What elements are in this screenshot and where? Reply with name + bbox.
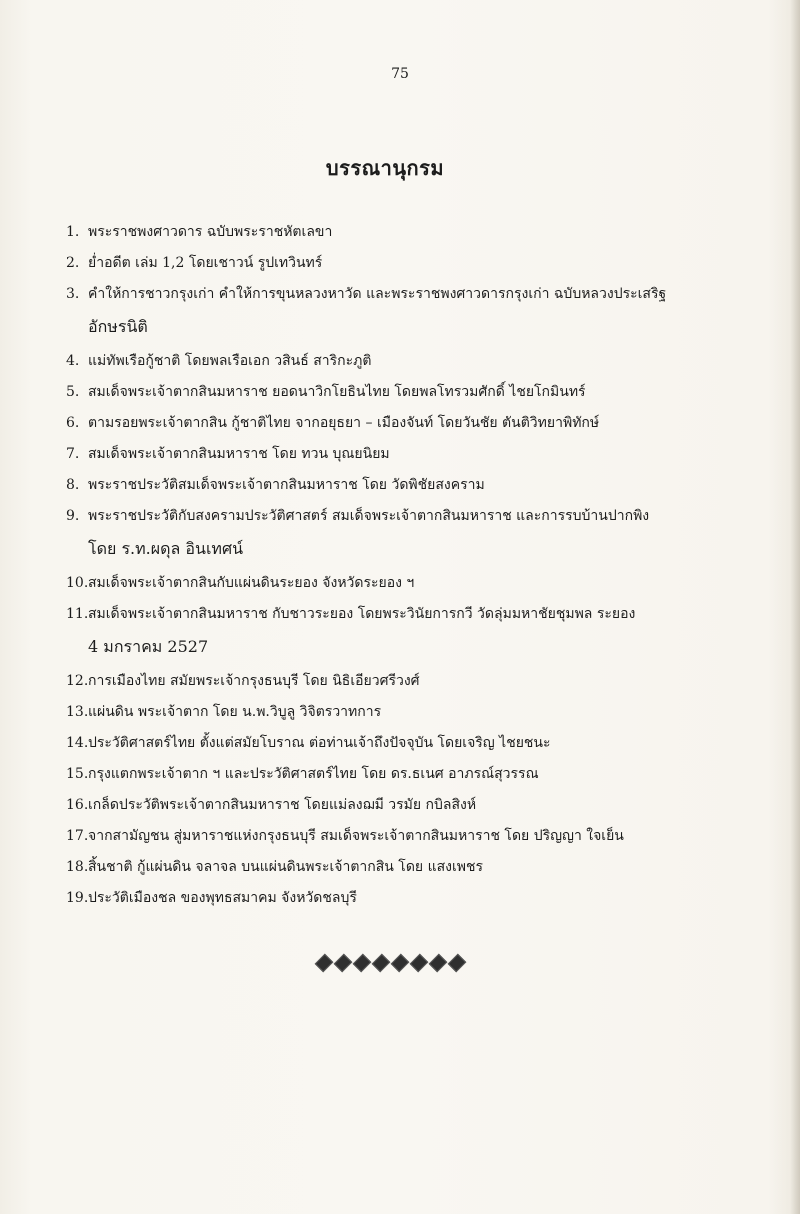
diamond-icon <box>412 955 425 972</box>
bibliography-item <box>66 351 716 371</box>
bibliography-item <box>66 671 716 691</box>
entry-text: สมเด็จพระเจ้าตากสินมหาราช กับชาวระยอง โดยพระวินัยการกวี วัดลุ่มมหาชัยชุมพล ระยอง <box>88 606 636 622</box>
entry-number: 11. <box>66 606 89 622</box>
entry-text: การเมืองไทย สมัยพระเจ้ากรุงธนบุรี โดย นิธิเอียวศรีวงศ์ <box>88 673 420 689</box>
entry-number: 3. <box>66 286 80 302</box>
entry-number: 6. <box>66 415 80 431</box>
entry-text: คำให้การชาวกรุงเก่า คำให้การขุนหลวงหาวัด และพระราชพงศาวดารกรุงเก่า ฉบับหลวงประเสริฐ <box>88 286 667 302</box>
entry-text: แผ่นดิน พระเจ้าตาก โดย น.พ.วิบูลู วิจิตรวาทการ <box>88 704 382 720</box>
diamond-icon <box>431 955 444 972</box>
entry-text: ย่ำอดีต เล่ม 1,2 โดยเชาวน์ รูปเทวินทร์ <box>88 255 323 271</box>
bibliography-item <box>66 857 716 877</box>
entry-number: 13. <box>66 704 89 720</box>
bibliography-entry <box>66 671 716 691</box>
entry-number: 4. <box>66 353 80 369</box>
bibliography-entry <box>66 444 716 464</box>
bibliography-entry <box>66 826 716 846</box>
entry-text: จากสามัญชน สู่มหาราชแห่งกรุงธนบุรี สมเด็จพระเจ้าตากสินมหาราช โดย ปริญญา ใจเย็น <box>88 828 624 844</box>
entry-text: ตามรอยพระเจ้าตากสิน กู้ชาติไทย จากอยุธยา – เมืองจันท์ โดยวันชัย ตันติวิทยาพิทักษ์ <box>88 415 600 431</box>
bibliography-item <box>66 795 716 815</box>
bibliography-item <box>66 573 716 593</box>
entry-continuation: โดย ร.ท.ผดุล อินเทศน์ <box>88 539 244 558</box>
entry-number: 8. <box>66 477 80 493</box>
ornament-divider <box>0 955 780 972</box>
entry-number: 16. <box>66 797 89 813</box>
entry-number: 14. <box>66 735 89 751</box>
bibliography-entry <box>66 888 716 908</box>
bibliography-entry <box>66 351 716 371</box>
bibliography-entry <box>66 382 716 402</box>
diamond-icon <box>374 955 387 972</box>
entry-text: เกล็ดประวัติพระเจ้าตากสินมหาราช โดยแม่ลงฌมี วรมัย กบิลสิงห์ <box>88 797 477 813</box>
entry-text: กรุงแตกพระเจ้าตาก ฯ และประวัติศาสตร์ไทย โดย ดร.ธเนศ อาภรณ์สุวรรณ <box>88 766 539 782</box>
entry-text: สิ้นชาติ กู้แผ่นดิน จลาจล บนแผ่นดินพระเจ้าตากสิน โดย แสงเพชร <box>88 859 484 875</box>
entry-text: พระราชประวัติกับสงครามประวัติศาสตร์ สมเด็จพระเจ้าตากสินมหาราช และการรบบ้านปากพิง <box>88 508 650 524</box>
entry-text: แม่ทัพเรือกู้ชาติ โดยพลเรือเอก วสินธ์ สาริกะภูติ <box>88 353 372 369</box>
entry-text: ประวัติศาสตร์ไทย ตั้งแต่สมัยโบราณ ต่อท่านเจ้าถึงปัจจุบัน โดยเจริญ ไชยชนะ <box>88 735 551 751</box>
diamond-icon <box>317 955 330 972</box>
bibliography-entry <box>66 733 716 753</box>
entry-text: สมเด็จพระเจ้าตากสินมหาราช ยอดนาวิกโยธินไทย โดยพลโทรวมศักดิ์ ไชยโกมินทร์ <box>88 384 586 400</box>
entry-text: สมเด็จพระเจ้าตากสินมหาราช โดย ทวน บุณยนิยม <box>88 446 390 462</box>
bibliography-list <box>66 222 716 919</box>
entry-text: พระราชประวัติสมเด็จพระเจ้าตากสินมหาราช โดย วัดพิชัยสงคราม <box>88 477 485 493</box>
bibliography-entry <box>66 284 716 304</box>
bibliography-item <box>66 604 716 660</box>
bibliography-entry <box>66 573 716 593</box>
bibliography-entry <box>66 413 716 433</box>
bibliography-item <box>66 253 716 273</box>
entry-number: 10. <box>66 575 89 591</box>
bibliography-entry <box>66 222 716 242</box>
entry-number: 19. <box>66 890 89 906</box>
bibliography-entry <box>66 857 716 877</box>
bibliography-item <box>66 506 716 562</box>
entry-number: 2. <box>66 255 80 271</box>
entry-text: สมเด็จพระเจ้าตากสินกับแผ่นดินระยอง จังหวัดระยอง ฯ <box>88 575 415 591</box>
entry-number: 1. <box>66 224 80 240</box>
page-title: บรรณานุกรม <box>325 156 445 180</box>
entry-number: 15. <box>66 766 89 782</box>
bibliography-entry <box>66 475 716 495</box>
entry-number: 7. <box>66 446 80 462</box>
bibliography-item <box>66 764 716 784</box>
bibliography-item <box>66 826 716 846</box>
entry-text: ประวัติเมืองชล ของพุทธสมาคม จังหวัดชลบุรี <box>88 890 357 906</box>
bibliography-item <box>66 284 716 340</box>
entry-continuation: 4 มกราคม 2527 <box>88 637 209 656</box>
diamond-icon <box>450 955 463 972</box>
entry-number: 17. <box>66 828 89 844</box>
bibliography-item <box>66 382 716 402</box>
bibliography-item <box>66 444 716 464</box>
bibliography-entry <box>66 506 716 526</box>
bibliography-item <box>66 413 716 433</box>
bibliography-entry <box>66 795 716 815</box>
bibliography-item <box>66 475 716 495</box>
page-edge-shadow <box>790 0 800 1214</box>
entry-number: 12. <box>66 673 89 689</box>
entry-continuation: อักษรนิติ <box>88 317 148 336</box>
bibliography-item <box>66 702 716 722</box>
bibliography-entry <box>66 764 716 784</box>
diamond-icon <box>336 955 349 972</box>
page-number: 75 <box>391 66 409 82</box>
bibliography-item <box>66 888 716 908</box>
entry-number: 18. <box>66 859 89 875</box>
entry-number: 9. <box>66 508 80 524</box>
diamond-icon <box>355 955 368 972</box>
entry-text: พระราชพงศาวดาร ฉบับพระราชหัตเลขา <box>88 224 333 240</box>
bibliography-entry <box>66 253 716 273</box>
diamond-icon <box>393 955 406 972</box>
bibliography-item <box>66 733 716 753</box>
entry-number: 5. <box>66 384 80 400</box>
bibliography-item <box>66 222 716 242</box>
bibliography-entry <box>66 604 716 624</box>
bibliography-entry <box>66 702 716 722</box>
